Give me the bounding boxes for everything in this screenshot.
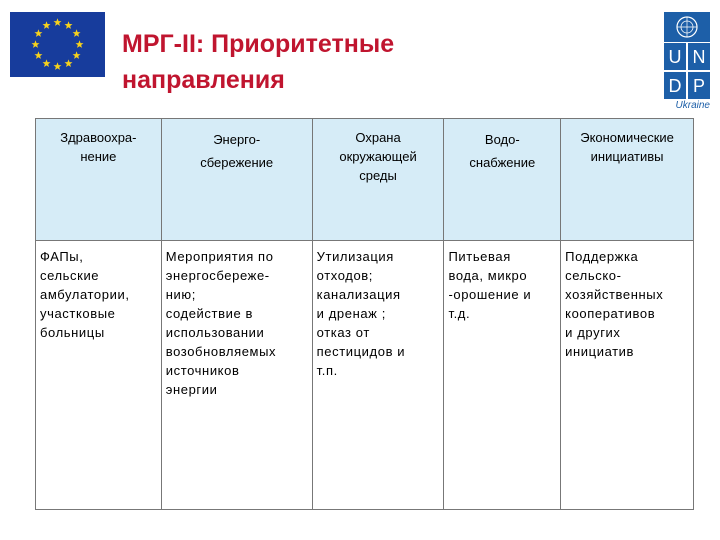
cell-line: нение [80,149,117,164]
body-cell-water [444,241,561,510]
page-title-line-1: МРГ-II: Приоритетные [122,30,395,58]
undp-letter-u: U [668,47,682,67]
cell-line: инициатив [565,344,635,359]
cell-line: Водо- [484,132,520,147]
priorities-table [35,118,694,510]
cell-line: среды [359,168,397,183]
cell-line: вода, микро [448,268,528,283]
table-row [36,241,694,510]
header-cell-environment [312,119,444,241]
cell-line: хозяйственных [565,287,664,302]
cell-line: участковые [40,306,116,321]
cell-line: сбережение [200,155,274,170]
cell-line: сельские [40,268,100,283]
cell-line: отходов; [316,268,373,283]
cell-line: Здравоохра- [60,130,137,145]
cell-line: Питьевая [448,249,511,264]
cell-line: -орошение и [448,287,532,302]
cell-line: больницы [40,325,105,340]
body-cell-energy [161,241,312,510]
un-emblem-icon [677,17,697,37]
cell-line: источников [165,363,240,378]
cell-line: энергии [165,382,218,397]
cell-line: использовании [165,325,265,340]
cell-line: и других [565,325,621,340]
body-cell-health [36,241,162,510]
header-cell-energy [161,119,312,241]
table-header-row [36,119,694,241]
cell-line: пестицидов и [316,344,406,359]
undp-letter-p: P [692,76,706,96]
cell-line: т.п. [316,363,338,378]
page-title [122,26,562,98]
cell-line: Поддержка [565,249,639,264]
cell-line: кооперативов [565,306,656,321]
header-cell-health [36,119,162,241]
eu-flag-logo [10,12,105,77]
cell-line: отказ от [316,325,370,340]
cell-line: Энерго- [213,132,261,147]
cell-line: снабжение [469,155,536,170]
undp-logo-block [664,12,710,111]
cell-line: канализация [316,287,401,302]
body-cell-economy [561,241,694,510]
cell-line: окружающей [339,149,417,164]
cell-line: и дренаж ; [316,306,386,321]
page-title-line-2: направления [122,66,285,94]
cell-line: т.д. [448,306,471,321]
undp-caption: Ukraine [675,100,710,111]
body-cell-environment [312,241,444,510]
undp-letter-d: D [668,76,682,96]
cell-line: Утилизация [316,249,394,264]
cell-line: сельско- [565,268,622,283]
cell-line: Экономические [580,130,674,145]
cell-line: нию; [165,287,196,302]
cell-line: возобновляемых [165,344,277,359]
header-cell-economy [561,119,694,241]
cell-line: содействие в [165,306,253,321]
undp-logo [664,12,710,100]
cell-line: амбулатории, [40,287,130,302]
cell-line: Мероприятия по [165,249,274,264]
cell-line: Охрана [355,130,401,145]
cell-line: ФАПы, [40,249,84,264]
cell-line: инициативы [590,149,664,164]
undp-letter-n: N [692,47,706,67]
cell-line: энергосбереже- [165,268,270,283]
header-cell-water [444,119,561,241]
